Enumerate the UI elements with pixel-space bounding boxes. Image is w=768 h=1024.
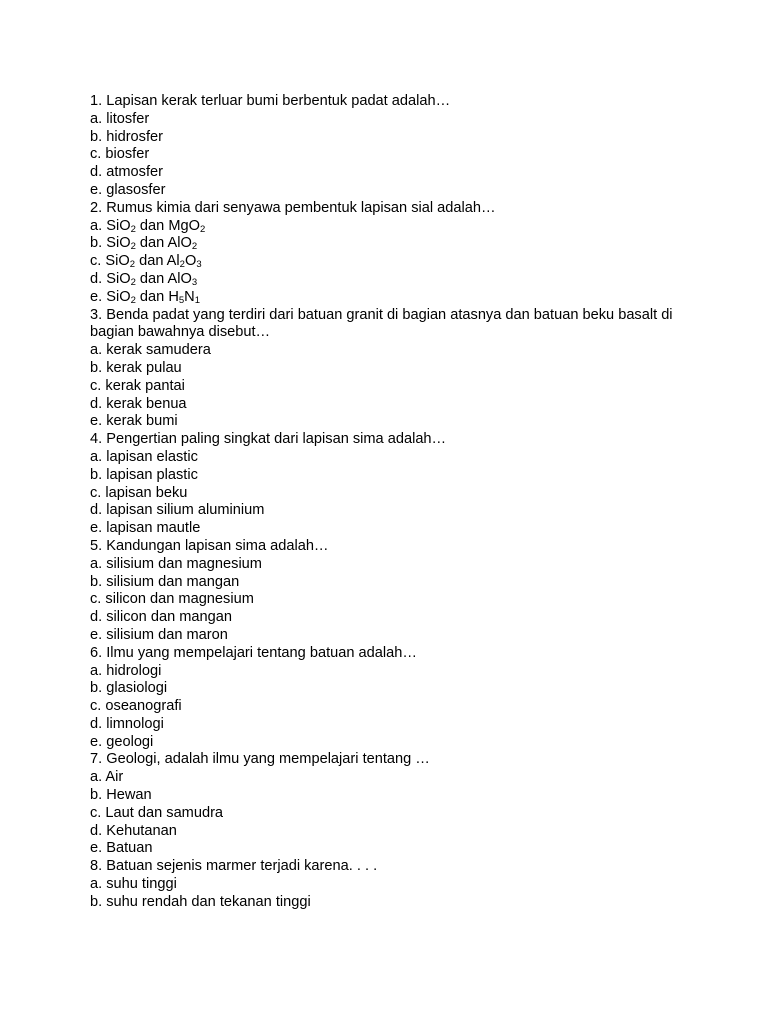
answer-option — [90, 235, 690, 253]
answer-option: a. kerak samudera — [90, 342, 211, 359]
answer-option: b. suhu rendah dan tekanan tinggi — [90, 893, 311, 910]
answer-option: d. limnologi — [90, 715, 164, 732]
formula-text: a. SiO — [90, 217, 131, 234]
answer-option — [90, 271, 690, 289]
answer-option: c. Laut dan samudra — [90, 804, 224, 821]
answer-option: e. kerak bumi — [90, 413, 178, 430]
answer-option: e. lapisan mautle — [90, 520, 201, 537]
formula-text: dan Al — [135, 253, 180, 270]
answer-option: a. lapisan elastic — [90, 448, 198, 465]
answer-option: e. Batuan — [90, 840, 153, 857]
formula-text: b. SiO — [90, 235, 131, 252]
answer-option: d. lapisan silium aluminium — [90, 502, 265, 519]
formula-subscript: 2 — [130, 294, 136, 306]
question-text: 7. Geologi, adalah ilmu yang mempelajari tentang … — [90, 751, 430, 768]
answer-option: c. biosfer — [90, 146, 150, 163]
question-text: 1. Lapisan kerak terluar bumi berbentuk padat adalah… — [90, 93, 451, 109]
answer-option: d. silicon dan mangan — [90, 609, 232, 626]
formula-text: dan AlO — [135, 235, 192, 252]
answer-option: d. kerak benua — [90, 395, 187, 412]
answer-option: d. atmosfer — [90, 164, 163, 181]
formula-subscript: 2 — [129, 259, 136, 271]
answer-option: a. Air — [90, 769, 124, 786]
answer-option: b. Hewan — [90, 787, 152, 804]
answer-option: a. litosfer — [90, 110, 150, 127]
answer-option: b. kerak pulau — [90, 359, 182, 376]
question-text: 5. Kandungan lapisan sima adalah… — [90, 537, 329, 554]
answer-option: b. silisium dan mangan — [90, 573, 240, 590]
question-block — [90, 307, 690, 432]
question-block — [90, 200, 690, 307]
answer-option: c. oseanografi — [90, 698, 182, 715]
answer-option: b. hidrosfer — [90, 128, 164, 145]
formula-subscript: 2 — [199, 223, 206, 235]
question-text: 8. Batuan sejenis marmer terjadi karena. . . . — [90, 858, 378, 875]
answer-option: e. silisium dan maron — [90, 626, 228, 643]
question-text: 3. Benda padat yang terdiri dari batuan granit di bagian atasnya dan batuan beku basalt di bagian bawahnya disebut… — [90, 306, 677, 341]
answer-option: e. geologi — [90, 733, 154, 750]
formula-text: O — [184, 253, 197, 270]
formula-subscript: 2 — [179, 259, 185, 271]
answer-option: e. glasosfer — [90, 181, 166, 198]
question-text: 2. Rumus kimia dari senyawa pembentuk lapisan sial adalah… — [90, 199, 496, 216]
formula-subscript: 2 — [191, 241, 198, 253]
answer-option: c. lapisan beku — [90, 484, 188, 501]
question-text: 4. Pengertian paling singkat dari lapisan sima adalah… — [90, 431, 447, 448]
question-block — [90, 431, 690, 538]
answer-option: d. Kehutanan — [90, 822, 177, 839]
answer-option — [90, 218, 690, 236]
formula-subscript: 3 — [196, 259, 202, 271]
formula-subscript: 2 — [130, 276, 136, 288]
question-block — [90, 858, 690, 911]
formula-text: c. SiO — [90, 253, 130, 270]
answer-option: b. lapisan plastic — [90, 466, 198, 483]
formula-text: dan AlO — [135, 270, 192, 287]
answer-option: c. kerak pantai — [90, 377, 185, 394]
question-list — [90, 93, 690, 912]
question-block — [90, 538, 690, 645]
answer-option: a. silisium dan magnesium — [90, 555, 262, 572]
answer-option: a. suhu tinggi — [90, 876, 177, 893]
answer-option: c. silicon dan magnesium — [90, 591, 254, 608]
formula-text: N — [184, 288, 195, 305]
question-block — [90, 751, 690, 858]
answer-option — [90, 253, 690, 271]
question-text: 6. Ilmu yang mempelajari tentang batuan adalah… — [90, 644, 417, 661]
answer-option: a. hidrologi — [90, 662, 162, 679]
answer-option: b. glasiologi — [90, 680, 168, 697]
question-block — [90, 93, 690, 200]
answer-option — [90, 289, 690, 307]
formula-subscript: 2 — [130, 223, 136, 235]
formula-subscript: 3 — [191, 276, 198, 288]
question-block — [90, 645, 690, 752]
formula-text: e. SiO — [90, 288, 131, 305]
formula-text: d. SiO — [90, 270, 131, 287]
formula-text: dan MgO — [135, 217, 200, 234]
formula-subscript: 2 — [130, 241, 136, 253]
formula-text: dan H — [135, 288, 179, 305]
formula-subscript: 1 — [194, 294, 200, 306]
formula-subscript: 5 — [178, 294, 185, 306]
